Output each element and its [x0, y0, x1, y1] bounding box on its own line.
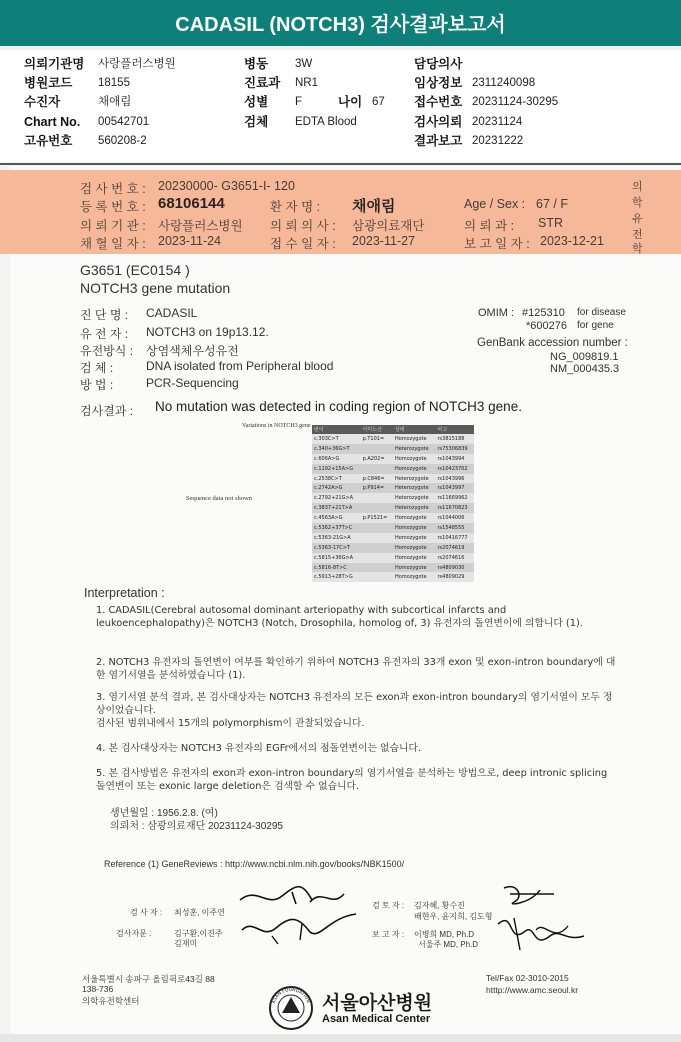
- variant-cell: rs10416777: [436, 533, 475, 543]
- variant-cell: c.1192+15A>G: [312, 464, 361, 474]
- table-row: [312, 553, 474, 563]
- age-label: 나이: [338, 95, 363, 109]
- sequence-note: Sequence data not shown: [186, 495, 252, 502]
- variant-cell: Heterozygote: [393, 483, 436, 493]
- variant-cell: rs2074616: [436, 553, 475, 563]
- gene: NOTCH3 on 19p13.12.: [146, 325, 269, 339]
- variant-cell: c.5816-8T>C: [312, 563, 361, 573]
- advisor-2: 김재미: [174, 939, 198, 948]
- website: htttp://www.amc.seoul.kr: [486, 985, 579, 995]
- info-value: 20231124: [472, 116, 523, 128]
- variant-column-header: 아미노산: [361, 425, 393, 434]
- info-label: Chart No.: [24, 115, 81, 129]
- variant-cell: c.3837+21T>A: [312, 503, 361, 513]
- variant-caption: Variations in NOTCH3 gene: [242, 423, 311, 429]
- variant-cell: c.5363-17C>T: [312, 543, 361, 553]
- variant-cell: rs1044006: [436, 513, 475, 523]
- variant-cell: rs1043997: [436, 483, 475, 493]
- method-label: 방 법 :: [80, 378, 114, 392]
- table-row: [312, 563, 474, 573]
- genbank-label: GenBank accession number :: [477, 337, 628, 349]
- variant-cell: c.5815+36G>A: [312, 553, 361, 563]
- signature-strokes-left: [232, 878, 362, 948]
- table-row: [312, 572, 474, 582]
- omim-gene: *600276: [526, 320, 567, 332]
- reviewer-2: 배현우, 윤지희, 김도형: [414, 912, 493, 921]
- tester-label: 검 사 자 :: [130, 908, 163, 917]
- variant-cell: [361, 493, 393, 503]
- age-sex: 67 / F: [536, 197, 568, 211]
- reg-no-label: 등 록 번 호 :: [80, 200, 146, 214]
- variant-cell: Homozygote: [393, 543, 436, 553]
- info-value: 560208-2: [98, 135, 147, 147]
- variant-cell: c.5363-21G>A: [312, 533, 361, 543]
- tester: 최성훈, 이주연: [174, 908, 225, 917]
- test-code: G3651 (EC0154 ): [80, 262, 190, 278]
- address-3: 의학유전학센터: [82, 996, 140, 1006]
- variant-cell: [361, 464, 393, 474]
- side-label-char: 학: [632, 243, 643, 255]
- interp-item: 2. NOTCH3 유전자의 돌연변이 여부를 확인하기 위하여 NOTCH3 유전자의 33개 exon 및 exon-intron boundary에 대한 염기서열을 분석하였습니다 (1).: [96, 657, 616, 681]
- address-2: 138-736: [82, 984, 114, 994]
- variant-cell: rs3815188: [436, 434, 475, 444]
- genbank-1: NG_009819.1: [550, 351, 619, 363]
- exam-no-label: 검 사 번 호 :: [80, 182, 146, 196]
- interp-item: 1. CADASIL(Cerebral autosomal dominant arteriopathy with subcortical infarcts and leukoencephalopathy)은 NOTCH3 (Notch, Drosophila, homolog of, 3) 유전자의 돌연변이에 의합니다 (1).: [96, 605, 583, 629]
- result-text: No mutation was detected in coding region of NOTCH3 gene.: [155, 399, 522, 414]
- info-value: NR1: [295, 77, 319, 89]
- variant-cell: Homozygote: [393, 434, 436, 444]
- specimen: DNA isolated from Peripheral blood: [146, 359, 334, 373]
- variant-cell: c.2538C>T: [312, 474, 361, 484]
- variant-cell: Homozygote: [393, 553, 436, 563]
- variant-cell: rs1043996: [436, 474, 475, 484]
- variant-cell: Heterozygote: [393, 493, 436, 503]
- variant-cell: rs11670823: [436, 503, 475, 513]
- variant-cell: rs4809029: [436, 572, 475, 582]
- info-label: 접수번호: [414, 95, 463, 109]
- interp-item: 5. 본 검사방법은 유전자의 exon과 exon-intron boundary의 염기서열을 분석하는 방법으로, deep intronic splicing 돌연변이 또는 exonic large deletion은 검색할 수 없습니다.: [96, 768, 608, 792]
- info-value: 18155: [98, 77, 130, 89]
- info-label: 진료과: [244, 76, 281, 90]
- side-label-char: 의: [632, 181, 643, 193]
- report-label: 보 고 일 자 :: [464, 237, 530, 251]
- info-value: F: [295, 96, 303, 108]
- hospital-name-en: Asan Medical Center: [322, 1013, 431, 1025]
- collect-date: 2023-11-24: [158, 234, 222, 248]
- signature-strokes-right: [484, 880, 594, 955]
- specimen-label: 검 체 :: [80, 361, 114, 375]
- variant-cell: rs10423702: [436, 464, 475, 474]
- inheritance: 상염색체우성유전: [146, 344, 239, 358]
- variant-column-header: 비고: [436, 425, 475, 434]
- variant-cell: [361, 543, 393, 553]
- variant-cell: c.606A>G: [312, 454, 361, 464]
- variant-cell: [361, 533, 393, 543]
- info-label: 성별: [244, 95, 269, 109]
- tel-fax: Tel/Fax 02-3010-2015: [486, 973, 569, 983]
- variant-column-header: 상태: [393, 425, 436, 434]
- report-title: CADASIL (NOTCH3) 검사결과보고서: [0, 0, 681, 46]
- variant-cell: rs2074619: [436, 543, 475, 553]
- birth-date: 생년월일 : 1956.2.8. (여): [110, 808, 218, 819]
- variant-cell: [361, 444, 393, 454]
- table-row: [312, 523, 474, 533]
- variant-cell: Heterozygote: [393, 503, 436, 513]
- table-row: [312, 533, 474, 543]
- info-value: 채애림: [98, 96, 132, 108]
- variant-cell: Heterozygote: [393, 444, 436, 454]
- receive-date: 2023-11-27: [352, 234, 416, 248]
- table-row: [312, 454, 474, 464]
- reg-no: 68106144: [158, 195, 225, 212]
- reference: Reference (1) GeneReviews : http://www.ncbi.nlm.nih.gov/books/NBK1500/: [104, 859, 405, 869]
- info-value: 3W: [295, 58, 313, 70]
- side-label-char: 전: [632, 229, 643, 241]
- info-value: 00542701: [98, 116, 150, 128]
- table-row: [312, 493, 474, 503]
- variant-cell: c.5362+37T>C: [312, 523, 361, 533]
- info-value: 2311240098: [472, 77, 536, 89]
- variant-cell: p.A202=: [361, 454, 393, 464]
- omim-disease-note: for disease: [577, 307, 626, 318]
- report-date: 2023-12-21: [540, 234, 604, 248]
- referrer: 의뢰처 : 삼광의료재단 20231124-30295: [110, 821, 283, 832]
- side-label-char: 유: [632, 213, 643, 225]
- info-label: 병동: [244, 57, 269, 71]
- info-value: 20231222: [472, 135, 524, 147]
- info-value: 20231124-30295: [472, 96, 559, 108]
- table-row: [312, 474, 474, 484]
- variant-column-header: 변이: [312, 425, 361, 434]
- test-name: NOTCH3 gene mutation: [80, 280, 231, 296]
- variant-cell: [361, 572, 393, 582]
- table-row: [312, 513, 474, 523]
- table-row: [312, 464, 474, 474]
- diagnosis-label: 진 단 명 :: [80, 308, 129, 322]
- hospital-name-ko: 서울아산병원: [322, 993, 433, 1014]
- variant-cell: Homozygote: [393, 454, 436, 464]
- info-label: 수진자: [24, 95, 61, 109]
- info-value: 사랑플러스병원: [98, 58, 176, 70]
- variant-cell: p.P1521=: [361, 513, 393, 523]
- variant-cell: p.P914=: [361, 483, 393, 493]
- reporter-1: 이병희 MD, Ph.D: [414, 930, 475, 939]
- divider: [0, 163, 681, 165]
- reporter-label: 보 고 자 :: [372, 930, 405, 939]
- variant-cell: Homozygote: [393, 523, 436, 533]
- info-label: 의뢰기관명: [24, 57, 85, 71]
- variant-cell: Heterozygote: [393, 474, 436, 484]
- variant-cell: rs4809030: [436, 563, 475, 573]
- info-label: 임상정보: [414, 76, 463, 90]
- variant-cell: p.C846=: [361, 474, 393, 484]
- patient-label: 환 자 명 :: [270, 200, 321, 214]
- omim-disease: #125310: [522, 307, 565, 319]
- variant-cell: Homozygote: [393, 513, 436, 523]
- info-label: 고유번호: [24, 134, 73, 148]
- variant-table: [312, 425, 474, 582]
- info-value: EDTA Blood: [295, 116, 357, 128]
- doctor: 삼광의료재단: [352, 219, 425, 233]
- omim-gene-note: for gene: [577, 320, 614, 331]
- advisor-label: 검사자문 :: [116, 929, 152, 938]
- variant-cell: p.T101=: [361, 434, 393, 444]
- info-label: 결과보고: [414, 134, 463, 148]
- variant-cell: rs11669962: [436, 493, 475, 503]
- variant-cell: Homozygote: [393, 464, 436, 474]
- variant-cell: Homozygote: [393, 563, 436, 573]
- result-label: 검사결과 :: [80, 404, 134, 418]
- variant-cell: rs75306839: [436, 444, 475, 454]
- variant-cell: rs1043994: [436, 454, 475, 464]
- dept-label: 의 뢰 과 :: [464, 219, 515, 233]
- bottom-bar: [0, 1034, 681, 1042]
- age-sex-label: Age / Sex :: [464, 197, 526, 211]
- variant-cell: [361, 523, 393, 533]
- variant-cell: [361, 563, 393, 573]
- table-row: [312, 483, 474, 493]
- doctor-label: 의 뢰 의 사 :: [270, 219, 336, 233]
- table-row: [312, 503, 474, 513]
- address-1: 서울특별시 송파구 올림픽로43길 88: [82, 974, 215, 984]
- variant-cell: c.4563A>G: [312, 513, 361, 523]
- gene-label: 유 전 자 :: [80, 327, 129, 341]
- variant-cell: rs1548555: [436, 523, 475, 533]
- seal-text: ASAN FOUNDATION: [271, 987, 311, 1005]
- omim-label: OMIM :: [478, 307, 515, 319]
- reviewer-1: 김자혜, 황수진: [414, 901, 465, 910]
- genbank-2: NM_000435.3: [550, 363, 620, 375]
- info-label: 병원코드: [24, 76, 73, 90]
- lab-header: [0, 170, 681, 254]
- variant-cell: c.2792+21G>A: [312, 493, 361, 503]
- exam-no: 20230000- G3651-I- 120: [158, 179, 295, 193]
- table-row: [312, 444, 474, 454]
- reporter-2: 서울주 MD, Ph.D: [418, 940, 479, 949]
- variant-cell: c.340+36G>T: [312, 444, 361, 454]
- variant-header-row: [312, 425, 474, 434]
- asan-foundation-seal-icon: [268, 985, 314, 1031]
- dept: STR: [538, 216, 563, 230]
- age-value: 67: [372, 96, 385, 108]
- interp-item: 3. 염기서열 분석 결과, 본 검사대상자는 NOTCH3 유전자의 모든 exon과 exon-intron boundary의 염기서열이 모두 정상이었습니다.: [96, 692, 613, 716]
- side-label-char: 학: [632, 197, 643, 209]
- interp-item: 검사된 범위내에서 15개의 polymorphism이 관찰되었습니다.: [96, 718, 365, 729]
- inst: 사랑플러스병원: [158, 219, 243, 233]
- collect-label: 채 혈 일 자 :: [80, 237, 146, 251]
- variant-cell: [361, 503, 393, 513]
- info-label: 검사의뢰: [414, 115, 463, 129]
- advisor-1: 김구환,이진주: [174, 929, 223, 938]
- variant-cell: c.303C>T: [312, 434, 361, 444]
- interpretation-title: Interpretation :: [84, 586, 165, 600]
- variant-cell: Homozygote: [393, 572, 436, 582]
- receive-label: 접 수 일 자 :: [270, 237, 336, 251]
- patient-name: 채애림: [352, 198, 396, 215]
- interp-item: 4. 본 검사대상자는 NOTCH3 유전자의 EGFr에서의 점돌연변이는 없습니다.: [96, 743, 422, 754]
- info-label: 담당의사: [414, 57, 463, 71]
- variant-cell: Homozygote: [393, 533, 436, 543]
- variant-cell: [361, 553, 393, 563]
- table-row: [312, 543, 474, 553]
- inheritance-label: 유전방식 :: [80, 344, 134, 358]
- method: PCR-Sequencing: [146, 376, 239, 390]
- table-row: [312, 434, 474, 444]
- inst-label: 의 뢰 기 관 :: [80, 219, 146, 233]
- info-label: 검체: [244, 115, 269, 129]
- variant-cell: c.2742A>G: [312, 483, 361, 493]
- variant-cell: c.5913+28T>G: [312, 572, 361, 582]
- diagnosis: CADASIL: [146, 306, 198, 320]
- reviewer-label: 검 토 자 :: [372, 901, 405, 910]
- patient-info: [0, 50, 681, 162]
